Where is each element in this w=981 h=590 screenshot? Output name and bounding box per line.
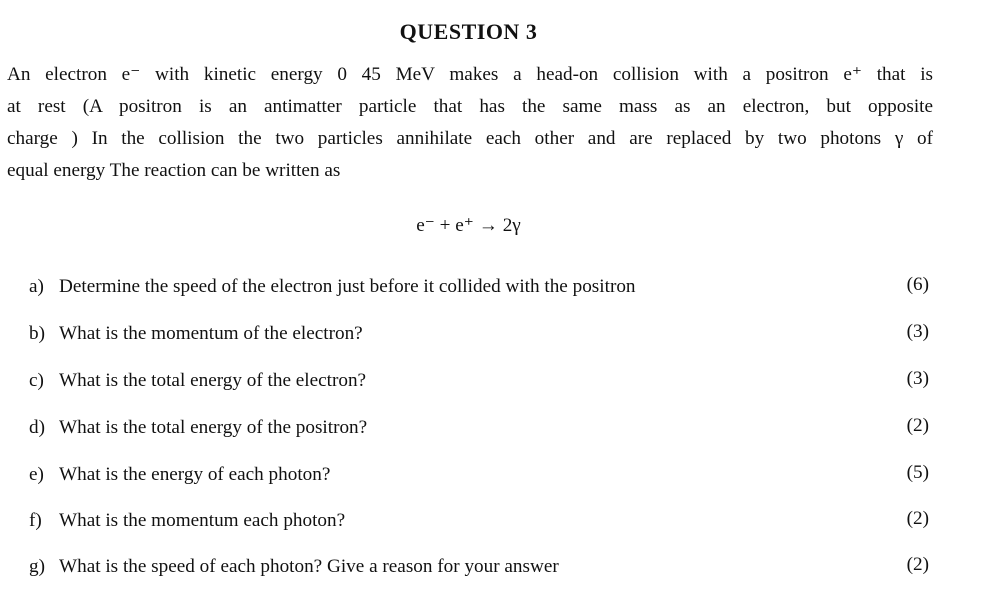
sub-question-label: g): [29, 556, 45, 577]
intro-line: An electron e⁻ with kinetic energy 0 45 MeV makes a head-on collision with a positron e⁺ that is: [7, 64, 933, 85]
sub-question-text: What is the momentum each photon?: [59, 510, 346, 531]
intro-line: equal energy The reaction can be written as: [7, 160, 341, 181]
sub-question-marks: (5): [906, 462, 929, 483]
question-intro: [7, 59, 933, 187]
sub-question-label: e): [29, 464, 44, 485]
sub-question-marks: (3): [906, 321, 929, 342]
sub-question-label: d): [29, 417, 45, 438]
sub-question-a: [29, 276, 932, 302]
sub-question-f: [29, 510, 932, 536]
sub-question-text: What is the momentum of the electron?: [59, 323, 363, 344]
question-title: QUESTION 3: [399, 19, 538, 44]
sub-question-g: [29, 556, 932, 582]
sub-question-text: What is the energy of each photon?: [59, 464, 331, 485]
sub-question-text: Determine the speed of the electron just before it collided with the positron: [59, 276, 636, 297]
sub-question-marks: (2): [906, 508, 929, 529]
sub-question-b: [29, 323, 932, 349]
intro-line: charge ) In the collision the two particles annihilate each other and are replaced by two photons γ of: [7, 128, 933, 149]
sub-question-text: What is the speed of each photon? Give a reason for your answer: [59, 556, 559, 577]
sub-question-text: What is the total energy of the positron?: [59, 417, 368, 438]
sub-question-label: a): [29, 276, 44, 297]
sub-question-e: [29, 464, 932, 490]
reaction-equation: e⁻ + e⁺ → 2γ: [416, 215, 521, 236]
sub-question-label: f): [29, 510, 42, 531]
sub-question-label: b): [29, 323, 45, 344]
sub-question-marks: (6): [906, 274, 929, 295]
sub-question-text: What is the total energy of the electron?: [59, 370, 367, 391]
sub-question-marks: (3): [906, 368, 929, 389]
sub-question-marks: (2): [906, 554, 929, 575]
sub-question-marks: (2): [906, 415, 929, 436]
sub-question-label: c): [29, 370, 44, 391]
sub-question-c: [29, 370, 932, 396]
intro-line: at rest (A positron is an antimatter particle that has the same mass as an electron, but opposite: [7, 96, 933, 117]
sub-question-d: [29, 417, 932, 443]
